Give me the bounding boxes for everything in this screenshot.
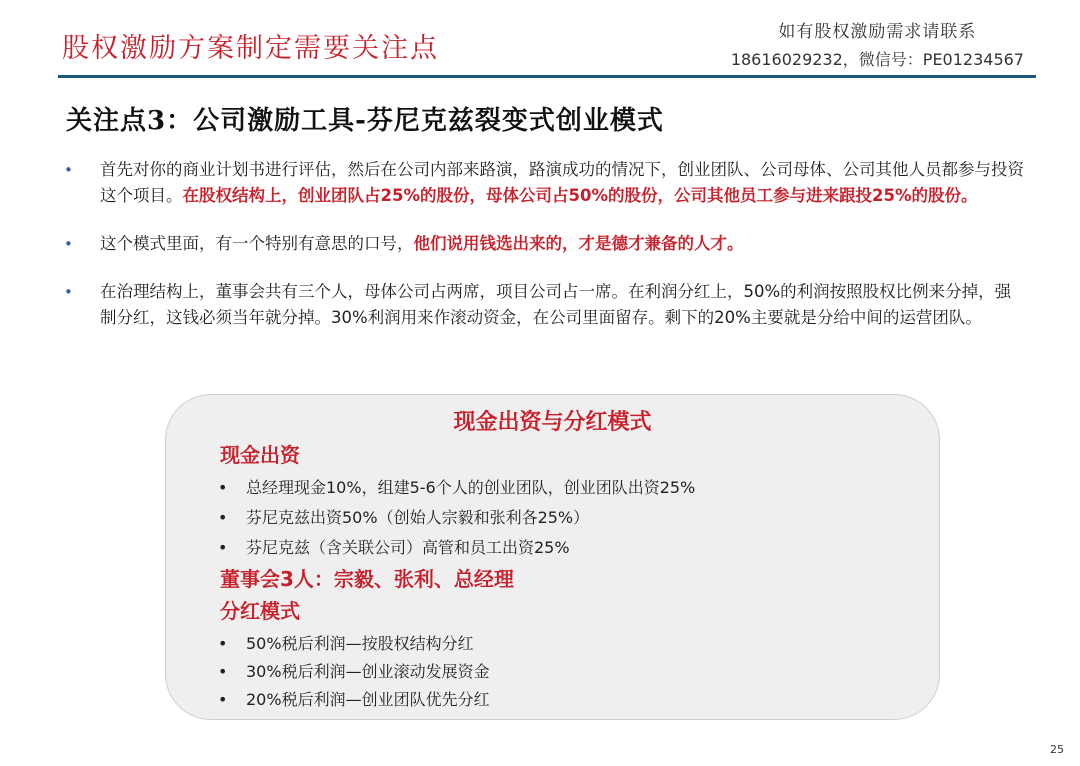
contact-line-1: 如有股权激励需求请联系 (778, 22, 977, 42)
dividend-item: • 30%税后利润—创业滚动发展资金 (218, 662, 490, 681)
contact-info (731, 18, 1024, 74)
cash-item: • 芬尼克兹出资50%（创始人宗毅和张利各25%） (218, 508, 590, 527)
bullet-list (62, 157, 1027, 353)
dividend-heading: 分红模式 (220, 599, 300, 623)
page-number: 25 (1050, 743, 1064, 756)
bullet-text: 首先对你的商业计划书进行评估，然后在公司内部来路演，路演成功的情况下，创业团队、公司母体、公司其他人员都参与投资这个项目。 (100, 160, 1024, 205)
bullet-highlight: 在股权结构上，创业团队占25%的股份，母体公司占50%的股份，公司其他员工参与进来跟投25%的股份。 (182, 186, 978, 205)
bullet-dot-icon: • (64, 283, 73, 301)
section-heading: 关注点3：公司激励工具-芬尼克兹裂变式创业模式 (66, 106, 664, 136)
cash-heading: 现金出资 (220, 443, 300, 467)
bullet-item (62, 157, 1027, 209)
dividend-item: • 50%税后利润—按股权结构分红 (218, 634, 474, 653)
bullet-highlight: 他们说用钱选出来的，才是德才兼备的人才。 (413, 234, 744, 253)
bullet-item (62, 231, 1027, 257)
cash-item: • 芬尼克兹（含关联公司）高管和员工出资25% (218, 538, 570, 557)
cash-dividend-box (165, 394, 940, 720)
contact-line-2: 18616029232，微信号：PE01234567 (730, 50, 1024, 69)
slide-title: 股权激励方案制定需要关注点 (62, 33, 439, 64)
box-title: 现金出资与分红模式 (453, 410, 652, 435)
cash-item: • 总经理现金10%，组建5-6个人的创业团队，创业团队出资25% (218, 478, 696, 497)
bullet-item (62, 279, 1027, 331)
board-heading: 董事会3人：宗毅、张利、总经理 (220, 567, 514, 591)
header-divider (58, 75, 1036, 78)
dividend-item: • 20%税后利润—创业团队优先分红 (218, 690, 490, 709)
bullet-text: 在治理结构上，董事会共有三个人，母体公司占两席，项目公司占一席。在利润分红上，50%的利润按照股权比例来分掉，强制分红，这钱必须当年就分掉。30%利润用来作滚动资金，在公司里面留存。剩下的20%主要就是分给中间的运营团队。 (100, 282, 1012, 327)
bullet-dot-icon: • (64, 235, 73, 253)
bullet-text: 这个模式里面，有一个特别有意思的口号， (100, 234, 414, 253)
bullet-dot-icon: • (64, 161, 73, 179)
